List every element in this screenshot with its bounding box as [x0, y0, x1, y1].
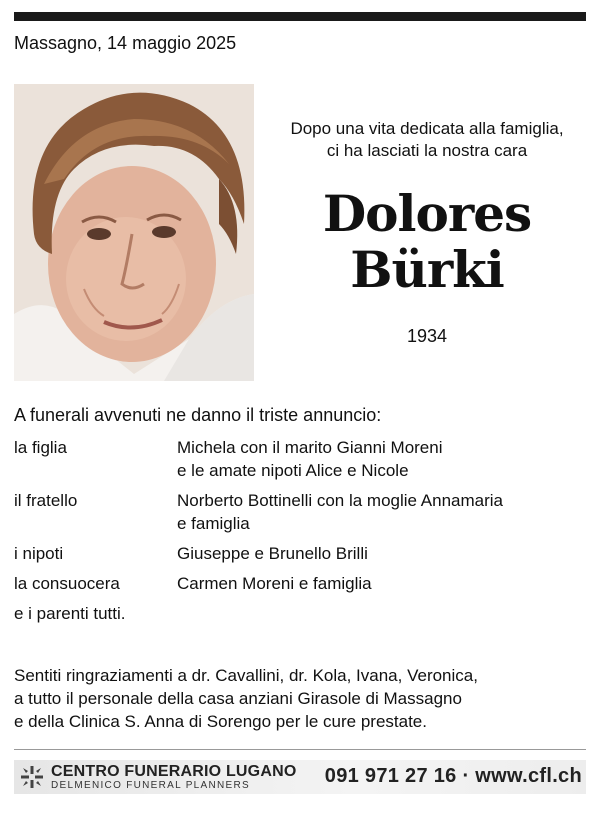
mourner-role: il fratello	[14, 491, 78, 510]
first-name: Dolores	[322, 184, 532, 243]
mourner-row	[14, 572, 594, 595]
mourner-row	[14, 436, 594, 482]
mourner-line: Carmen Moreni e famiglia	[177, 574, 372, 593]
mourner-row	[14, 602, 594, 625]
mourner-role: i nipoti	[14, 544, 64, 563]
mourner-line: e famiglia	[177, 514, 250, 533]
intro-text	[262, 118, 592, 162]
mourner-row	[14, 542, 594, 565]
funeral-home-footer	[14, 760, 586, 794]
mourner-line: Giuseppe e Brunello Brilli	[177, 544, 368, 563]
mourner-row	[14, 489, 594, 535]
mourners-list	[14, 436, 594, 632]
deceased-name	[262, 186, 592, 298]
funeral-home-contact: 091 971 27 16 · www.cfl.ch	[324, 765, 582, 787]
thanks-line: e della Clinica S. Anna di Sorengo per le cure prestate.	[14, 712, 427, 731]
funeral-home-name: CENTRO FUNERARIO LUGANO	[51, 763, 297, 780]
mourner-line: Michela con il marito Gianni Moreni	[177, 438, 443, 457]
announcement-lead: A funerali avvenuti ne danno il triste annuncio:	[14, 405, 382, 425]
mourner-role: e i parenti tutti.	[14, 604, 126, 623]
last-name: Bürki	[350, 240, 504, 299]
intro-line-2: ci ha lasciati la nostra cara	[326, 141, 528, 160]
cfl-logo-icon	[20, 765, 44, 789]
birth-year: 1934	[406, 326, 448, 346]
mourner-role: la figlia	[14, 438, 67, 457]
thanks-line: Sentiti ringraziamenti a dr. Cavallini, dr. Kola, Ivana, Veronica,	[14, 666, 478, 685]
intro-line-1: Dopo una vita dedicata alla famiglia,	[290, 119, 564, 138]
thanks-text	[14, 664, 574, 733]
funeral-home-subtitle: DELMENICO FUNERAL PLANNERS	[51, 780, 251, 791]
mourner-line: e le amate nipoti Alice e Nicole	[177, 461, 409, 480]
mourner-line: Norberto Bottinelli con la moglie Annamaria	[177, 491, 504, 510]
footer-rule	[14, 749, 586, 750]
mourner-role: la consuocera	[14, 574, 120, 593]
portrait-photo	[14, 84, 254, 381]
date-line: Massagno, 14 maggio 2025	[14, 33, 237, 53]
thanks-line: a tutto il personale della casa anziani Girasole di Massagno	[14, 689, 462, 708]
top-rule	[14, 12, 586, 21]
